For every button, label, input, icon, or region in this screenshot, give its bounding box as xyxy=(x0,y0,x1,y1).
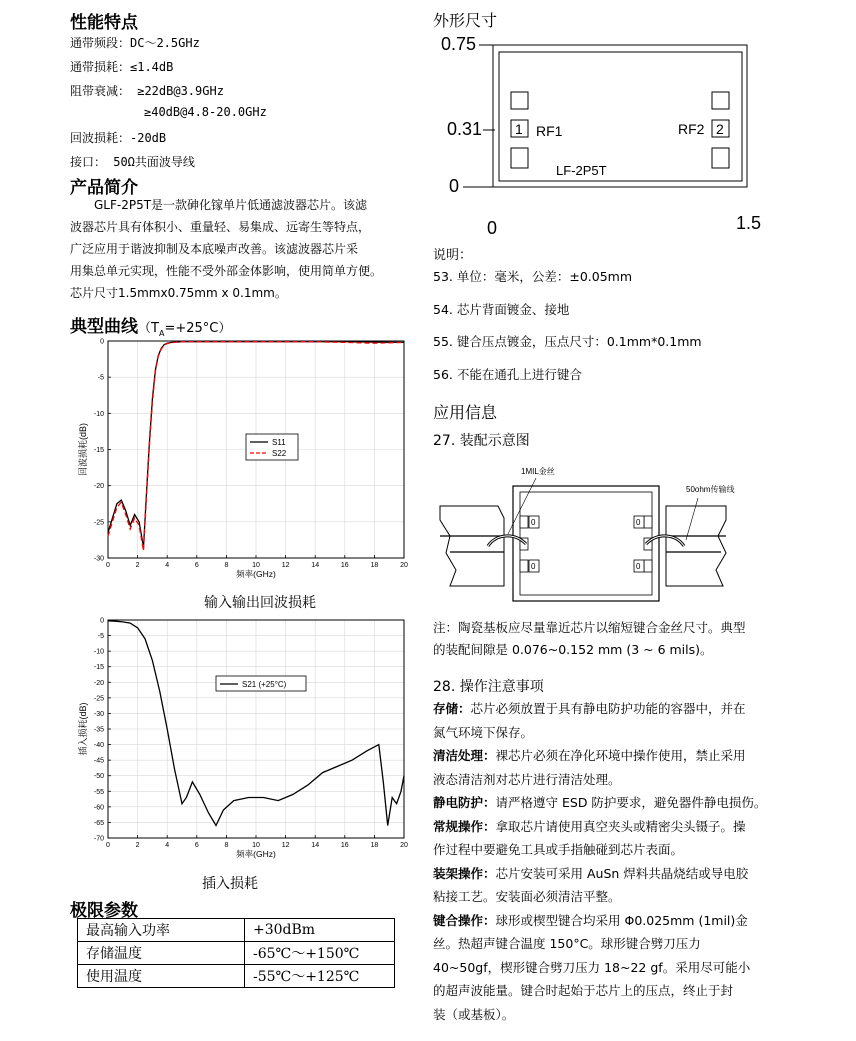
feature-stopband-2: ≥40dB@4.8-20.0GHz xyxy=(144,105,267,119)
note-item: 56. 不能在通孔上进行键合 xyxy=(433,367,582,382)
handling-line: 球形或楔型键合均采用 Φ0.025mm (1mil)金 xyxy=(495,912,748,928)
feature-return-loss: 回波损耗：-20dB xyxy=(70,131,167,145)
handling-line: 氮气环境下保存。 xyxy=(433,724,534,740)
y-tick-label: -40 xyxy=(93,742,104,750)
handling-paragraph xyxy=(433,791,773,815)
y-tick-label: -15 xyxy=(93,447,104,454)
notes-title: 说明： xyxy=(433,248,473,263)
limit-name: 使用温度 xyxy=(78,965,245,988)
intro-text xyxy=(70,194,415,304)
y-axis-label: 回波损耗(dB) xyxy=(78,422,88,477)
x-tick-label: 2 xyxy=(135,562,140,569)
x-tick-label: 10 xyxy=(252,562,260,569)
legend-label: S22 xyxy=(272,449,287,458)
limit-value: +30dBm xyxy=(245,919,395,942)
intro-line: GLF-2P5T是一款砷化镓单片低通滤波器芯片。该滤 xyxy=(94,198,368,212)
feature-passband: 通带频段：DC～2.5GHz xyxy=(70,36,200,50)
limit-name: 最高输入功率 xyxy=(78,919,245,942)
outline-title: 外形尺寸 xyxy=(433,11,498,30)
y-tick-label: -25 xyxy=(93,695,104,703)
intro-title: 产品简介 xyxy=(70,178,138,198)
y-tick-label: -10 xyxy=(93,410,104,418)
legend-label: S21 (+25°C) xyxy=(242,680,287,689)
handling-title: 28. 操作注意事项 xyxy=(433,679,544,695)
table-row xyxy=(78,965,395,988)
pad2-label: RF2 xyxy=(678,121,705,137)
note-item: 54. 芯片背面镀金、接地 xyxy=(433,302,570,317)
y-tick-label: -5 xyxy=(97,374,104,382)
intro-line: 广泛应用于谐波抑制及本底噪声改善。该滤波器芯片采 xyxy=(70,242,359,256)
x-tick-label: 0 xyxy=(106,842,110,849)
assembly-diagram xyxy=(436,458,772,606)
y-tick-label: -25 xyxy=(93,519,104,527)
limit-value: -55℃～+125℃ xyxy=(245,965,395,988)
y-tick-label: -50 xyxy=(93,773,104,781)
y-tick-label: -10 xyxy=(93,648,104,656)
handling-line: 液态清洁剂对芯片进行清洁处理。 xyxy=(433,771,621,787)
handling-paragraph xyxy=(433,744,773,791)
x-tick-label: 12 xyxy=(281,842,290,849)
line-label: 50ohm传输线 xyxy=(686,485,735,494)
x-tick-label: 2 xyxy=(135,842,140,849)
pad2-number: 2 xyxy=(716,121,724,137)
table-row xyxy=(78,919,395,942)
handling-line: 丝。热超声键合温度 150°C。球形键合劈刀压力 xyxy=(433,936,701,951)
handling-label: 清洁处理： xyxy=(433,748,496,763)
x-tick-label: 4 xyxy=(165,842,170,849)
feature-insertion-loss: 通带损耗：≤1.4dB xyxy=(70,60,174,74)
y-tick-label: -20 xyxy=(93,483,104,491)
x-tick-label: 16 xyxy=(340,842,349,849)
legend-label: S11 xyxy=(272,438,286,447)
handling-line: 作过程中要避免工具或手指触碰到芯片表面。 xyxy=(433,842,684,857)
y-tick-label: -20 xyxy=(93,679,104,687)
handling-paragraph xyxy=(433,815,773,862)
chart-legend xyxy=(216,676,306,691)
table-row xyxy=(78,942,395,965)
ground-pad xyxy=(712,148,729,168)
pad-mark: 0 xyxy=(531,562,536,571)
y-tick-label: -65 xyxy=(93,819,104,827)
pad-mark: 0 xyxy=(636,562,641,571)
x-axis-label: 频率(GHz) xyxy=(236,849,276,859)
limit-value: -65℃～+150℃ xyxy=(245,942,395,965)
part-label: LF-2P5T xyxy=(556,163,607,178)
handling-line: 40~50gf，楔形键合劈刀压力 18~22 gf。采用尽可能小 xyxy=(433,959,751,975)
ground-pad xyxy=(511,92,528,109)
x-axis-label: 频率(GHz) xyxy=(236,569,276,579)
note-item: 55. 键合压点镀金，压点尺寸：0.1mm*0.1mm xyxy=(433,334,702,349)
x-tick-label: 6 xyxy=(194,842,199,849)
y-tick-label: -30 xyxy=(93,710,104,718)
x-tick-label: 8 xyxy=(224,842,229,849)
handling-label: 静电防护： xyxy=(433,795,496,810)
handling-label: 常规操作： xyxy=(433,818,496,834)
y-tick-label: 0 xyxy=(100,617,104,625)
application-title: 应用信息 xyxy=(433,403,498,422)
handling-line: 的超声波能量。键合时起始于芯片上的压点，终止于封 xyxy=(433,983,734,998)
intro-line: 用集总单元实现，性能不受外部金体影响，使用简单方便。 xyxy=(70,264,383,278)
y-tick-label: 0 xyxy=(100,338,104,346)
limits-title: 极限参数 xyxy=(70,901,138,921)
x-tick-label: 16 xyxy=(340,562,349,569)
outline-drawing xyxy=(433,30,773,240)
return-loss-chart xyxy=(68,334,416,589)
features-title: 性能特点 xyxy=(70,13,138,33)
dim-y-bottom: 0 xyxy=(449,176,460,196)
y-axis-label: 插入损耗(dB) xyxy=(78,702,88,756)
assembly-note xyxy=(433,617,746,661)
pad1-number: 1 xyxy=(515,121,523,137)
chip-body xyxy=(513,486,659,601)
x-tick-label: 4 xyxy=(165,562,170,569)
y-tick-label: -60 xyxy=(93,804,104,812)
left-substrate xyxy=(440,506,504,586)
assembly-note-line: 注：陶瓷基板应尽量靠近芯片以缩短键合金丝尺寸。典型 xyxy=(433,620,746,635)
handling-line: 粘接工艺。安装面必须清洁平整。 xyxy=(433,889,621,904)
handling-paragraph xyxy=(433,697,773,744)
y-tick-label: -30 xyxy=(93,555,104,563)
handling-label: 键合操作： xyxy=(433,912,496,928)
assembly-note-line: 的装配间隙是 0.076~0.152 mm (3 ~ 6 mils)。 xyxy=(433,642,713,657)
dim-y-mid: 0.31 xyxy=(447,119,483,139)
intro-line: 波器芯片具有体积小、重量轻、易集成、远寄生等特点， xyxy=(70,220,371,234)
chart1-caption: 输入输出回波损耗 xyxy=(204,595,316,611)
chart2-caption: 插入损耗 xyxy=(202,876,258,892)
handling-text xyxy=(433,697,773,1026)
x-tick-label: 8 xyxy=(224,562,229,569)
pad1-label: RF1 xyxy=(536,123,563,139)
y-tick-label: -15 xyxy=(93,664,104,672)
chip-die xyxy=(520,492,652,595)
limit-name: 存储温度 xyxy=(78,942,245,965)
handling-line: 装（或基板）。 xyxy=(433,1006,515,1022)
curves-title: 典型曲线 xyxy=(70,317,138,337)
curves-condition-tail: =+25°C） xyxy=(164,321,232,336)
dim-y-top: 0.75 xyxy=(441,34,477,54)
handling-label: 装架操作： xyxy=(433,865,496,881)
y-tick-label: -35 xyxy=(93,726,104,734)
curves-condition-sub: A xyxy=(158,329,165,339)
assembly-title: 27. 装配示意图 xyxy=(433,433,530,449)
y-tick-label: -70 xyxy=(93,835,104,843)
y-tick-label: -55 xyxy=(93,788,104,796)
x-tick-label: 6 xyxy=(194,562,199,569)
y-tick-label: -5 xyxy=(97,633,104,641)
ground-pad xyxy=(712,92,729,109)
x-tick-label: 12 xyxy=(281,562,290,569)
insertion-loss-chart xyxy=(68,612,416,870)
handling-line: 芯片必须放置于具有静电防护功能的容器中，并在 xyxy=(470,701,746,716)
intro-line: 芯片尺寸1.5mmx0.75mm x 0.1mm。 xyxy=(70,286,287,300)
x-tick-label: 14 xyxy=(311,562,320,569)
chip-inner-outline xyxy=(499,52,742,181)
y-tick-label: -45 xyxy=(93,757,104,765)
pad-mark: 0 xyxy=(636,518,641,527)
handling-paragraph xyxy=(433,862,773,909)
x-tick-label: 20 xyxy=(400,562,408,569)
handling-paragraph xyxy=(433,909,773,1027)
handling-label: 存储： xyxy=(433,701,471,716)
x-tick-label: 0 xyxy=(106,562,110,569)
chart-legend xyxy=(246,434,298,460)
x-tick-label: 18 xyxy=(370,842,379,849)
feature-stopband-1: 阻带衰减： ≥22dB@3.9GHz xyxy=(70,84,224,98)
note-item: 53. 单位：毫米，公差：±0.05mm xyxy=(433,269,633,284)
dim-x-left: 0 xyxy=(487,218,498,238)
right-substrate xyxy=(666,506,726,586)
x-tick-label: 18 xyxy=(370,562,379,569)
handling-line: 芯片安装可采用 AuSn 焊料共晶烧结或导电胶 xyxy=(495,865,749,881)
wire-label: 1MIL金丝 xyxy=(521,467,555,476)
x-tick-label: 14 xyxy=(311,842,320,849)
x-tick-label: 10 xyxy=(252,842,260,849)
handling-line: 请严格遵守 ESD 防护要求，避免器件静电损伤。 xyxy=(495,795,767,810)
x-tick-label: 20 xyxy=(400,842,408,849)
handling-line: 拿取芯片请使用真空夹头或精密尖头镊子。操 xyxy=(495,818,746,834)
limits-table xyxy=(77,918,395,988)
curves-condition: （T xyxy=(138,321,159,336)
handling-line: 裸芯片必须在净化环境中操作使用，禁止采用 xyxy=(495,748,746,763)
ground-pad xyxy=(511,148,528,168)
dim-x-right: 1.5 xyxy=(736,213,762,233)
pad-mark: 0 xyxy=(531,518,536,527)
feature-interface: 接口： 50Ω共面波导线 xyxy=(70,155,195,169)
chip-outline xyxy=(493,45,747,187)
